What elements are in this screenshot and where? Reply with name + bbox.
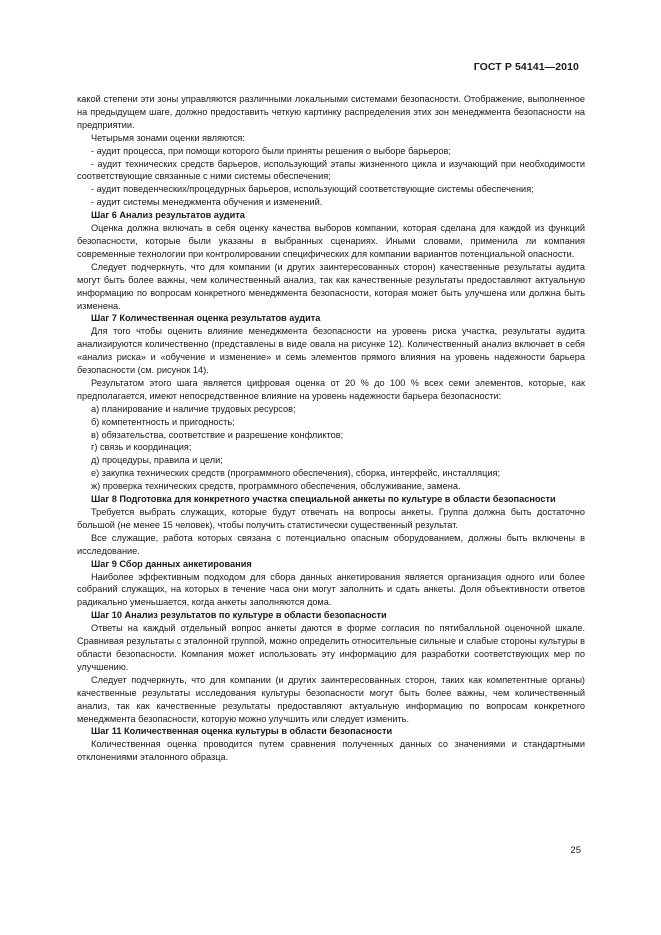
paragraph: е) закупка технических средств (программного обеспечения), сборка, интерфейс, инсталляция; <box>91 468 501 479</box>
paragraph: Ответы на каждый отдельный вопрос анкеты даются в форме согласия по пятибалльной оценочной шкале. Сравнивая результаты с эталонной группой, можно определить относительные сильные и слабые стороны культуры в области безопасности. Компания может использовать эту информацию для разработки соответствующих мер по улучшению. <box>77 623 585 672</box>
step-heading: Шаг 6 Анализ результатов аудита <box>91 210 245 221</box>
paragraph: - аудит процесса, при помощи которого были приняты решения о выборе барьеров; <box>91 145 451 156</box>
standard-header: ГОСТ Р 54141—2010 <box>473 61 579 73</box>
paragraph: Все служащие, работа которых связана с потенциально опасным оборудованием, должны быть включены в исследование. <box>77 532 585 556</box>
paragraph: ж) проверка технических средств, программного обеспечения, обслуживание, замена. <box>91 481 461 492</box>
paragraph: Следует подчеркнуть, что для компании (и других заинтересованных сторон, таких как компетентные органы) качественные результаты исследования культуры безопасности могут быть более важны, чем количественный анализ, так как качественные результаты предоставляют актуальную информацию по вопросам конкретного менеджмента безопасности, которую можно улучшить или следует изменить. <box>77 674 585 724</box>
paragraph: Наиболее эффективным подходом для сбора данных анкетирования является организация одного или более собраний служащих, на которых в течение часа они могут заполнить и сдать анкеты. Доля объективности ответов радикально уменьшается, когда анкеты заполняются дома. <box>77 571 585 608</box>
document-body <box>77 93 585 764</box>
paragraph: б) компетентность и пригодность; <box>91 416 235 427</box>
paragraph: Требуется выбрать служащих, которые будут отвечать на вопросы анкеты. Группа должна быть достаточно большой (не менее 15 человек), чтобы получить статистически существенный результат. <box>77 507 585 530</box>
paragraph: а) планирование и наличие трудовых ресурсов; <box>91 403 296 414</box>
paragraph: Четырьмя зонами оценки являются: <box>91 132 245 143</box>
paragraph: Результатом этого шага является цифровая оценка от 20 % до 100 % всех семи элементов, которые, как предполагается, имеют непосредственное влияние на уровень надежности барьера безопасности: <box>77 377 585 401</box>
page-number: 25 <box>570 845 581 856</box>
step-heading: Шаг 7 Количественная оценка результатов аудита <box>91 313 321 324</box>
paragraph: - аудит технических средств барьеров, использующий этапы жизненного цикла и изучающий при необходимости соответствующие связанные с ними системы обеспечения; <box>77 158 585 182</box>
step-heading: Шаг 8 Подготовка для конкретного участка специальной анкеты по культуре в области безопасности <box>91 494 556 505</box>
paragraph: Количественная оценка проводится путем сравнения полученных данных со значениями и стандартными отклонениями эталонного образца. <box>77 739 585 763</box>
step-heading: Шаг 9 Сбор данных анкетирования <box>91 558 252 569</box>
paragraph: в) обязательства, соответствие и разрешение конфликтов; <box>91 429 344 440</box>
paragraph: Для того чтобы оценить влияние менеджмента безопасности на уровень риска участка, результаты аудита анализируются количественно (представлены в виде овала на рисунке 12). Количественный анализ включает в себя «анализ риска» и «обучение и изменение» и семь элементов прямого влияния на уровень надежности барьера безопасности (см. рисунок 14). <box>77 326 585 376</box>
step-heading: Шаг 11 Количественная оценка культуры в области безопасности <box>91 726 393 737</box>
paragraph: Оценка должна включать в себя оценку качества выборов компании, которая сделана для каждой из функций безопасности, которые были указаны в выбранных сценариях. Иными словами, применила ли компания современные технологии при контролировании специфических для компании вариантов потенциальной опасности. <box>77 223 585 259</box>
paragraph: д) процедуры, правила и цели; <box>91 455 223 466</box>
paragraph: - аудит поведенческих/процедурных барьеров, использующий соответствующие системы обеспечения; <box>91 184 534 195</box>
paragraph: Следует подчеркнуть, что для компании (и других заинтересованных сторон) качественные результаты аудита могут быть более важны, чем количественный анализ, так как качественные результаты предоставляют актуальную информацию по вопросам конкретного менеджмента безопасности, которая может быть улучшена или должна быть изменена. <box>77 261 585 311</box>
paragraph: г) связь и координация; <box>91 442 192 453</box>
paragraph: - аудит системы менеджмента обучения и изменений. <box>91 197 323 208</box>
step-heading: Шаг 10 Анализ результатов по культуре в области безопасности <box>91 610 387 621</box>
paragraph: какой степени эти зоны управляются различными локальными системами безопасности. Отображение, выполненное на предыдущем шаге, должно предоставить четкую картинку распределения этих зон менеджмента безопасности на предприятии. <box>77 94 585 130</box>
